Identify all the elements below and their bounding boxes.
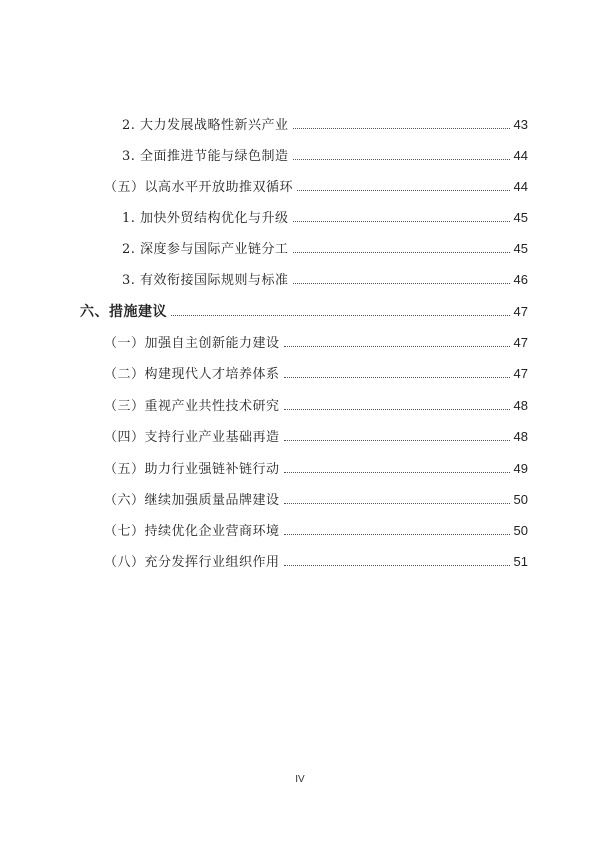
toc-page-number: 45 (513, 210, 528, 225)
toc-entry[interactable] (80, 301, 528, 321)
toc-dot-leader (284, 346, 510, 347)
toc-entry[interactable] (104, 332, 528, 352)
toc-dot-leader (293, 252, 510, 253)
toc-page-number: 43 (513, 117, 528, 132)
toc-entry[interactable] (104, 363, 528, 383)
toc-entry[interactable] (104, 395, 528, 415)
toc-dot-leader (284, 377, 510, 378)
toc-page-number: 46 (513, 272, 528, 287)
toc-page-number: 50 (513, 492, 528, 507)
toc-page-number: 48 (513, 429, 528, 444)
toc-dot-leader (284, 440, 510, 441)
toc-entry-label: （七）持续优化企业营商环境 (104, 524, 280, 539)
toc-entry[interactable] (104, 458, 528, 478)
toc-page-number: 47 (513, 335, 528, 350)
toc-page-number: 50 (513, 523, 528, 538)
toc-page-number: 47 (513, 304, 528, 319)
toc-entry-label: 3. 有效衔接国际规则与标准 (122, 273, 289, 288)
toc-dot-leader (293, 128, 510, 129)
toc-page-number: 45 (513, 241, 528, 256)
toc-dot-leader (284, 565, 510, 566)
toc-page-number: 44 (513, 148, 528, 163)
toc-dot-leader (171, 315, 510, 316)
toc-entry-label: （八）充分发挥行业组织作用 (104, 555, 280, 570)
toc-entry[interactable] (122, 145, 528, 165)
toc-entry-label: （四）支持行业产业基础再造 (104, 430, 280, 445)
toc-entry-label: （三）重视产业共性技术研究 (104, 399, 280, 414)
toc-entry-label: （六）继续加强质量品牌建设 (104, 493, 280, 508)
toc-entry-label: （二）构建现代人才培养体系 (104, 367, 280, 382)
toc-entry[interactable] (104, 520, 528, 540)
toc-entry[interactable] (104, 551, 528, 571)
toc-page-number: 51 (513, 554, 528, 569)
toc-dot-leader (293, 283, 510, 284)
toc-entry-label: （五）以高水平开放助推双循环 (104, 180, 294, 195)
toc-entry-label: （五）助力行业强链补链行动 (104, 462, 280, 477)
toc-dot-leader (293, 221, 510, 222)
toc-entry-label: 3. 全面推进节能与绿色制造 (122, 149, 289, 164)
toc-entry-label: 六、措施建议 (80, 304, 167, 320)
toc-entry[interactable] (122, 114, 528, 134)
toc-dot-leader (297, 190, 510, 191)
toc-page-number: 47 (513, 366, 528, 381)
toc-page-number: 48 (513, 398, 528, 413)
toc-entry-label: 2. 深度参与国际产业链分工 (122, 242, 289, 257)
toc-entry-label: 1. 加快外贸结构优化与升级 (122, 211, 289, 226)
toc-dot-leader (284, 472, 510, 473)
toc-entry-label: 2. 大力发展战略性新兴产业 (122, 118, 289, 133)
toc-dot-leader (284, 503, 510, 504)
toc-page-number: 44 (513, 179, 528, 194)
toc-entry-label: （一）加强自主创新能力建设 (104, 336, 280, 351)
toc-entry[interactable] (122, 269, 528, 289)
toc-entry[interactable] (104, 489, 528, 509)
toc-entry[interactable] (104, 176, 528, 196)
toc-entry[interactable] (104, 426, 528, 446)
toc-entry[interactable] (122, 238, 528, 258)
toc-dot-leader (284, 534, 510, 535)
toc-page-number: 49 (513, 461, 528, 476)
page-number-footer: IV (295, 774, 305, 785)
toc-dot-leader (284, 409, 510, 410)
toc-entry[interactable] (122, 207, 528, 227)
toc-dot-leader (293, 159, 510, 160)
